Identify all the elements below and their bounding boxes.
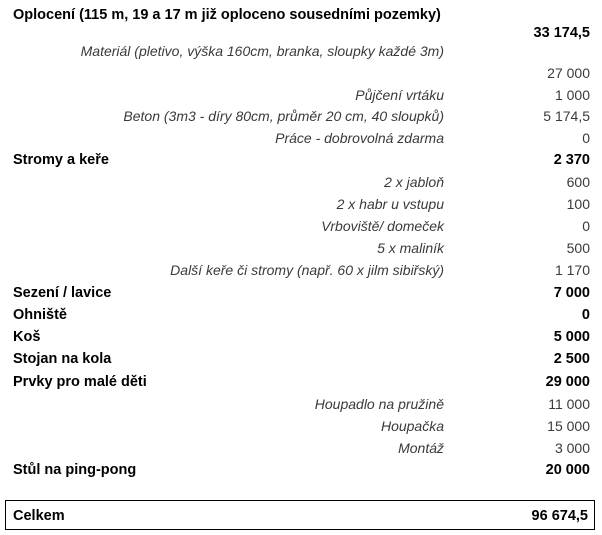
item-amount: 27 000 — [547, 65, 590, 81]
item-amount: 5 174,5 — [543, 108, 590, 124]
item-label: Vrboviště/ domeček — [321, 218, 444, 234]
item-label: Další keře či stromy (např. 60 x jilm sibiřský) — [170, 262, 444, 278]
item-label: Půjčení vrtáku — [355, 87, 444, 103]
item-amount: 11 000 — [548, 396, 590, 412]
item-label: Materiál (pletivo, výška 160cm, branka, sloupky každé 3m) — [80, 43, 444, 59]
category-amount: 7 000 — [553, 285, 590, 301]
item-label: 2 x jabloň — [384, 174, 444, 190]
item-label: 2 x habr u vstupu — [336, 196, 444, 212]
item-label: Beton (3m3 - díry 80cm, průměr 20 cm, 40 sloupků) — [123, 108, 444, 124]
category-label: Stůl na ping-pong — [13, 462, 137, 478]
item-amount: 15 000 — [547, 418, 590, 434]
item-amount: 1 000 — [554, 87, 590, 103]
category-label: Koš — [13, 329, 41, 345]
category-label: Stromy a keře — [13, 152, 109, 168]
category-amount: 2 370 — [553, 152, 590, 168]
category-label: Prvky pro malé děti — [13, 374, 147, 390]
category-amount: 20 000 — [545, 462, 590, 478]
item-amount: 3 000 — [554, 440, 590, 456]
item-label: Práce - dobrovolná zdarma — [275, 130, 444, 146]
category-label: Oplocení (115 m, 19 a 17 m již oploceno sousedními pozemky) — [13, 7, 441, 23]
category-amount: 0 — [581, 307, 590, 323]
category-label: Ohniště — [13, 307, 67, 323]
total-label: Celkem — [13, 508, 65, 524]
category-amount: 5 000 — [553, 329, 590, 345]
category-amount: 33 174,5 — [533, 25, 590, 41]
item-row — [0, 42, 602, 81]
item-label: 5 x maliník — [377, 240, 444, 256]
item-label: Houpačka — [380, 418, 444, 434]
item-label: Montáž — [398, 440, 444, 456]
item-amount: 0 — [582, 218, 590, 234]
category-amount: 29 000 — [545, 374, 590, 390]
item-amount: 0 — [582, 130, 590, 146]
item-amount: 500 — [566, 240, 590, 256]
item-amount: 1 170 — [554, 262, 590, 278]
category-row — [0, 6, 602, 42]
item-label: Houpadlo na pružině — [314, 396, 444, 412]
category-amount: 2 500 — [553, 351, 590, 367]
category-label: Sezení / lavice — [13, 285, 112, 301]
total-amount: 96 674,5 — [531, 508, 588, 524]
category-label: Stojan na kola — [13, 351, 112, 367]
item-amount: 600 — [566, 174, 590, 190]
total-row — [5, 500, 595, 530]
item-amount: 100 — [566, 196, 590, 212]
